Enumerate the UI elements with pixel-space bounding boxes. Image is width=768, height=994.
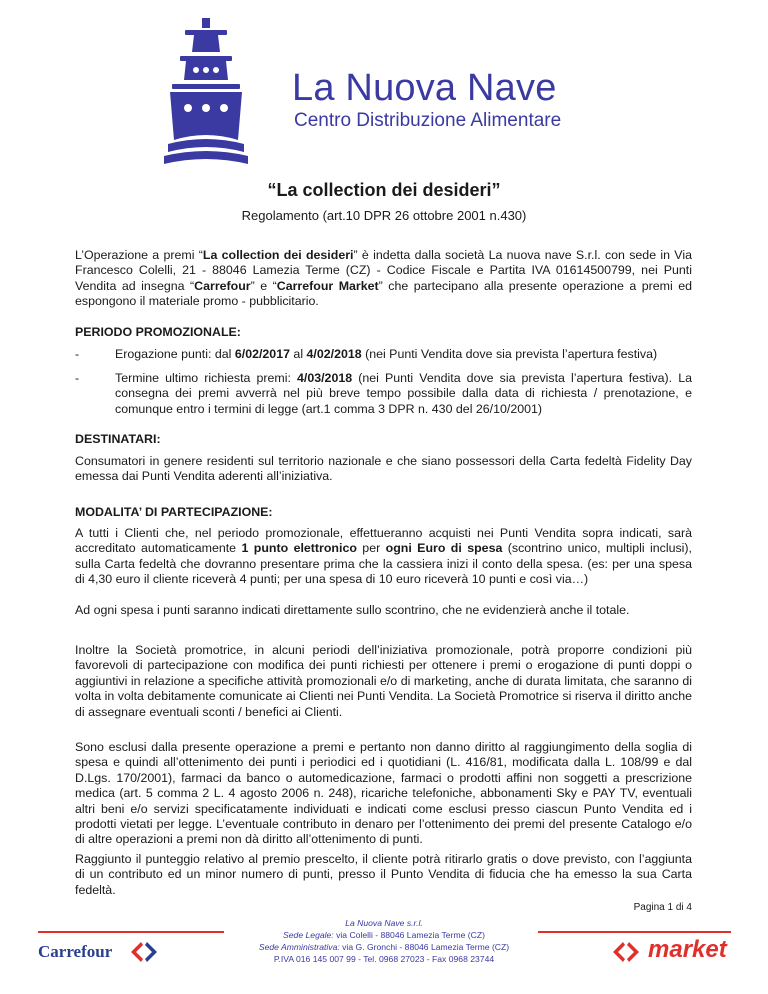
conditions-paragraph: Inoltre la Società promotrice, in alcuni periodi dell’iniziativa promozionale, potrà proporre condizioni più favorevoli di partecipazione con modifica dei punti richiesti per ottenere i premi o erogazione di punti doppi o aggiuntivi in relazione a specifiche attività promozionali e/o di marketing, anche di durata limitata, che saranno di volta in volta debitamente comunicate ai Clienti nei Punti Vendita. La Società Promotrice si riserva il diritto anche di assegnare eventuali sconti / benefici ai Clienti. xyxy=(75,643,692,719)
ship-logo-icon xyxy=(158,18,254,168)
redeem-paragraph: Raggiunto il punteggio relativo al premio prescelto, il cliente potrà ritirarlo gratis o dove previsto, con l’aggiunta di un contributo ed un minor numero di punti, presso il Punto Vendita di fiducia che ha emesso la sua Carta fedeltà. xyxy=(75,852,692,897)
section-heading-periodo: PERIODO PROMOZIONALE: xyxy=(75,325,241,339)
intro-paragraph: L’Operazione a premi “La collection dei desideri” è indetta dalla società La nuova nave S.r.l. con sede in Via Francesco Colelli, 21 - 88046 Lamezia Terme (CZ) - Codice Fiscale e Partita IVA 01614500799, nei Punti Vendita ad insegna “Carrefour” e “Carrefour Market” che partecipano alla presente operazione a premi ed espongono il materiale promo - pubblicitario. xyxy=(75,248,692,309)
section-heading-destinatari: DESTINATARI: xyxy=(75,432,161,446)
document-title: “La collection dei desideri” xyxy=(267,180,501,200)
points-paragraph: Ad ogni spesa i punti saranno indicati direttamente sullo scontrino, che ne evidenzierà anche il totale. xyxy=(75,603,630,617)
document-subtitle: Regolamento (art.10 DPR 26 ottobre 2001 n.430) xyxy=(241,208,527,223)
list-bullet: - xyxy=(75,371,80,385)
page-number: Pagina 1 di 4 xyxy=(633,902,692,913)
market-logo-text: market xyxy=(648,936,727,963)
footer-legal-address: Sede Legale: via Colelli - 88046 Lamezia Terme (CZ) xyxy=(283,930,485,940)
destinatari-paragraph: Consumatori in genere residenti sul territorio nazionale e che siano possessori della Carta fedeltà Fidelity Day emessa dai Punti Vendita aderenti all’iniziativa. xyxy=(75,454,692,484)
footer-admin-address: Sede Amministrativa: via G. Gronchi - 88046 Lamezia Terme (CZ) xyxy=(258,942,510,952)
footer-contacts: P.IVA 016 145 007 99 - Tel. 0968 27023 - Fax 0968 23744 xyxy=(273,954,495,964)
brand-tagline: Centro Distribuzione Alimentare xyxy=(294,110,562,131)
exclusions-paragraph: Sono esclusi dalla presente operazione a premi e pertanto non danno diritto al raggiungimento della soglia di spesa e quindi all’ottenimento dei punti i periodici ed i quotidiani (L. 416/81, modificata dalla L. 108/99 e dal D.Lgs. 170/2001), farmaci da banco o automedicazione, farmaci o prodotti affini non soggetti a prescrizione medica (art. 5 comma 2 L. 4 agosto 2006 n. 248), ricariche telefoniche, abbonamenti Sky e PAY TV, eventuali altri beni e/o servizi specificatamente individuati e indicati come esclusi presso ciascun Punto Vendita ed i prodotti vietati per legge. L’eventuale contributo in denaro per l’ottenimento dei premi del presente Catalogo e/o di altre operazioni a premi non dà diritto all’ottenimento di punti. xyxy=(75,740,692,847)
carrefour-logo-text: Carrefour xyxy=(38,942,113,961)
section-heading-modalita: MODALITA’ DI PARTECIPAZIONE: xyxy=(75,505,273,519)
list-item: Erogazione punti: dal 6/02/2017 al 4/02/2018 (nei Punti Vendita dove sia prevista l’apertura festiva) xyxy=(115,347,658,361)
footer-company-name: La Nuova Nave s.r.l. xyxy=(345,918,423,928)
modalita-paragraph: A tutti i Clienti che, nel periodo promozionale, effettueranno acquisti nei Punti Vendita sopra indicati, sarà accreditato automaticamente 1 punto elettronico per ogni Euro di spesa (scontrino unico, multipli inclusi), sulla Carta fedeltà che dovranno presentare prima che la cassiera inizi il conto della spesa. (es: per una spesa di 4,30 euro il cliente riceverà 4 punti; per una spesa di 10 euro riceverà 10 punti e così via…) xyxy=(75,526,692,587)
list-bullet: - xyxy=(75,347,80,361)
list-item: Termine ultimo richiesta premi: 4/03/2018 (nei Punti Vendita dove sia prevista l’apertura festiva). La consegna dei premi avverrà nel più breve tempo possibile dalla data di richiesta / prenotazione, e comunque entro i termini di legge (art.1 comma 3 DPR n. 430 del 26/10/2001) xyxy=(115,371,692,416)
brand-name: La Nuova Nave xyxy=(292,67,557,109)
carrefour-logo-icon xyxy=(128,940,160,964)
carrefour-market-logo-icon xyxy=(610,940,642,964)
